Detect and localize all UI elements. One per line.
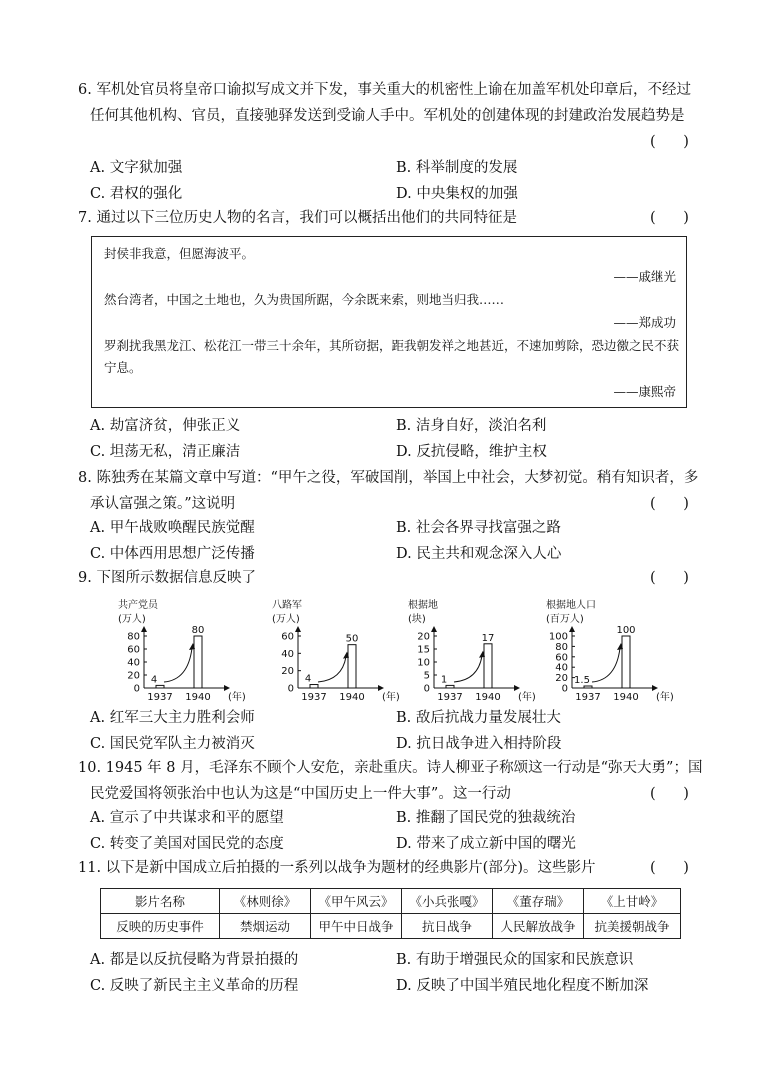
bar-value-label: 1 — [440, 674, 448, 686]
q11-option-d: D. 反映了中国半殖民地化程度不断加深 — [396, 978, 649, 994]
x-axis-arrow — [652, 685, 658, 691]
x-tick-label: 1940 — [475, 692, 501, 703]
y-tick-label: 40 — [127, 657, 140, 669]
y-tick-label: 60 — [127, 644, 140, 656]
y-axis-arrow — [431, 626, 437, 632]
chart-unit: (块) — [408, 614, 426, 625]
x-tick-label: 1937 — [301, 692, 327, 703]
bar-value-label: 17 — [481, 632, 495, 644]
table-cell: 《小兵张嘎》 — [402, 889, 493, 914]
x-tick-label: 1937 — [147, 692, 173, 703]
y-tick-label: 80 — [555, 641, 568, 653]
chart-unit: (万人) — [272, 614, 300, 625]
q8-option-b: B. 社会各界寻找富强之路 — [396, 520, 561, 536]
y-tick-label: 20 — [127, 670, 140, 682]
x-axis-arrow — [378, 685, 384, 691]
x-axis-arrow — [514, 685, 520, 691]
table-cell: 《董存瑞》 — [493, 889, 584, 914]
q7-option-d: D. 反抗侵略，维护主权 — [396, 444, 547, 460]
trend-arrow — [592, 648, 620, 682]
q10-stem-line1: 10. 1945 年 8 月，毛泽东不顾个人安危，亲赴重庆。诗人柳亚子称颂这一行动是“弥天大勇”；国 — [78, 760, 703, 776]
chart-title: 根据地人口 — [546, 600, 596, 611]
q8-stem-line1: 8. 陈独秀在某篇文章中写道：“甲午之役，军破国削，举国上中社会，大梦初觉。稍有知识者，多 — [78, 470, 699, 486]
chart-unit: (万人) — [118, 614, 146, 625]
y-tick-label: 20 — [281, 666, 294, 678]
bar — [484, 644, 492, 688]
table-cell: 《甲午风云》 — [311, 889, 402, 914]
q8-answer-paren: ( ) — [650, 496, 689, 512]
y-tick-label: 5 — [423, 670, 430, 682]
y-axis-arrow — [295, 626, 301, 632]
bar — [156, 685, 164, 688]
bar — [446, 685, 454, 688]
x-tick-label: 1940 — [613, 692, 639, 703]
y-tick-label: 60 — [555, 652, 568, 664]
bar — [348, 645, 356, 688]
chart-base-population — [532, 596, 692, 710]
q7-stem: 7. 通过以下三位历史人物的名言，我们可以概括出他们的共同特征是 — [78, 210, 517, 226]
y-tick-label: 0 — [561, 683, 568, 695]
q6-option-c: C. 君权的强化 — [90, 186, 183, 202]
q11-answer-paren: ( ) — [650, 860, 689, 876]
bar — [310, 685, 318, 688]
q8-option-d: D. 民主共和观念深入人心 — [396, 546, 562, 562]
table-cell: 《上甘岭》 — [584, 889, 681, 914]
x-axis-unit: (年) — [656, 692, 674, 703]
q6-option-d: D. 中央集权的加强 — [396, 186, 518, 202]
chart-unit: (百万人) — [546, 614, 584, 625]
q8-stem-line2: 承认富强之策。”这说明 — [90, 496, 236, 512]
y-tick-label: 20 — [555, 673, 568, 685]
bar — [194, 636, 202, 688]
q7-option-c: C. 坦荡无私，清正廉洁 — [90, 444, 241, 460]
bar-value-label: 4 — [304, 673, 312, 685]
bar-value-label: 80 — [191, 625, 205, 636]
table-cell: 影片名称 — [101, 889, 220, 914]
table-cell: 抗美援朝战争 — [584, 914, 681, 939]
q9-stem: 9. 下图所示数据信息反映了 — [78, 570, 256, 586]
q10-stem-line2: 民党爱国将领张治中也认为这是“中国历史上一件大事”。这一行动 — [90, 786, 511, 802]
q9-option-c: C. 国民党军队主力被消灭 — [90, 736, 255, 752]
q10-answer-paren: ( ) — [650, 786, 689, 802]
x-axis-unit: (年) — [382, 692, 400, 703]
q7-quote-box — [91, 236, 687, 408]
y-tick-label: 80 — [127, 631, 140, 643]
table-header-row — [101, 889, 681, 914]
q11-option-c: C. 反映了新民主主义革命的历程 — [90, 978, 299, 994]
y-tick-label: 40 — [281, 648, 294, 660]
bar-value-label: 50 — [345, 633, 359, 645]
q10-option-c: C. 转变了美国对国民党的态度 — [90, 836, 284, 852]
x-tick-label: 1937 — [575, 692, 601, 703]
table-cell: 人民解放战争 — [493, 914, 584, 939]
chart-title: 根据地 — [408, 600, 438, 611]
table-cell: 反映的历史事件 — [101, 914, 220, 939]
q6-stem-line1: 6. 军机处官员将皇帝口谕拟写成文并下发，事关重大的机密性上谕在加盖军机处印章后，不经过 — [78, 82, 691, 98]
quote-3-text: 罗刹扰我黑龙江、松花江一带三十余年，其所窃据，距我朝发祥之地甚近，不速加剪除，恐边徼之民不获 — [104, 338, 680, 353]
q9-option-a: A. 红军三大主力胜利会师 — [90, 710, 255, 726]
q11-stem: 11. 以下是新中国成立后拍摄的一系列以战争为题材的经典影片(部分)。这些影片 — [78, 860, 596, 876]
quote-3-author: ——康熙帝 — [613, 384, 676, 399]
x-tick-label: 1937 — [437, 692, 463, 703]
bar-value-label: 1.5 — [574, 675, 590, 686]
table-cell: 甲午中日战争 — [311, 914, 402, 939]
y-tick-label: 20 — [417, 631, 430, 643]
x-tick-label: 1940 — [339, 692, 365, 703]
chart-base-areas — [394, 596, 554, 710]
quote-1-text: 封侯非我意，但愿海波平。 — [104, 246, 255, 261]
y-tick-label: 0 — [287, 683, 294, 695]
y-tick-label: 15 — [417, 644, 430, 656]
q9-answer-paren: ( ) — [650, 570, 689, 586]
chart-party-members — [104, 596, 264, 710]
quote-2-author: ——郑成功 — [613, 315, 676, 330]
q10-option-b: B. 推翻了国民党的独裁统治 — [396, 810, 576, 826]
bar-value-label: 4 — [150, 674, 158, 686]
bar — [622, 636, 630, 688]
x-axis-unit: (年) — [518, 692, 536, 703]
trend-arrow — [318, 657, 346, 682]
table-cell: 禁烟运动 — [220, 914, 311, 939]
q9-option-d: D. 抗日战争进入相持阶段 — [396, 736, 562, 752]
chart-title: 共产党员 — [118, 600, 158, 611]
bar — [584, 686, 592, 688]
y-tick-label: 40 — [555, 662, 568, 674]
q6-stem-line2: 任何其他机构、官员，直接驰驿发送到受谕人手中。军机处的创建体现的封建政治发展趋势是 — [90, 108, 685, 124]
q6-option-b: B. 科举制度的发展 — [396, 160, 518, 176]
q7-option-b: B. 洁身自好，淡泊名利 — [396, 418, 547, 434]
q7-answer-paren: ( ) — [650, 210, 689, 226]
trend-arrow — [454, 656, 482, 682]
trend-arrow — [164, 648, 192, 682]
q11-option-a: A. 都是以反抗侵略为背景拍摄的 — [90, 952, 299, 968]
y-tick-label: 0 — [133, 683, 140, 695]
q8-option-a: A. 甲午战败唤醒民族觉醒 — [90, 520, 255, 536]
quote-1-author: ——戚继光 — [613, 269, 676, 284]
y-tick-label: 10 — [417, 657, 430, 669]
table-cell: 抗日战争 — [402, 914, 493, 939]
x-axis-arrow — [224, 685, 230, 691]
q8-option-c: C. 中体西用思想广泛传播 — [90, 546, 255, 562]
q7-option-a: A. 劫富济贫，伸张正义 — [90, 418, 241, 434]
q6-option-a: A. 文字狱加强 — [90, 160, 183, 176]
y-tick-label: 100 — [548, 631, 568, 643]
quote-2-text: 然台湾者，中国之土地也，久为贵国所踞，今余既来索，则地当归我…… — [104, 292, 505, 307]
y-axis-arrow — [569, 626, 575, 632]
x-axis-unit: (年) — [228, 692, 246, 703]
q11-option-b: B. 有助于增强民众的国家和民族意识 — [396, 952, 634, 968]
table-row — [101, 914, 681, 939]
q6-answer-paren: ( ) — [650, 134, 689, 150]
q10-option-a: A. 宣示了中共谋求和平的愿望 — [90, 810, 284, 826]
bar-value-label: 100 — [616, 625, 636, 636]
x-tick-label: 1940 — [185, 692, 211, 703]
q10-option-d: D. 带来了成立新中国的曙光 — [396, 836, 576, 852]
quote-3-text-cont: 宁息。 — [104, 360, 142, 375]
films-table — [100, 888, 681, 939]
chart-title: 八路军 — [272, 600, 302, 611]
table-cell: 《林则徐》 — [220, 889, 311, 914]
y-tick-label: 0 — [423, 683, 430, 695]
y-axis-arrow — [141, 626, 147, 632]
q9-option-b: B. 敌后抗战力量发展壮大 — [396, 710, 561, 726]
y-tick-label: 60 — [281, 631, 294, 643]
